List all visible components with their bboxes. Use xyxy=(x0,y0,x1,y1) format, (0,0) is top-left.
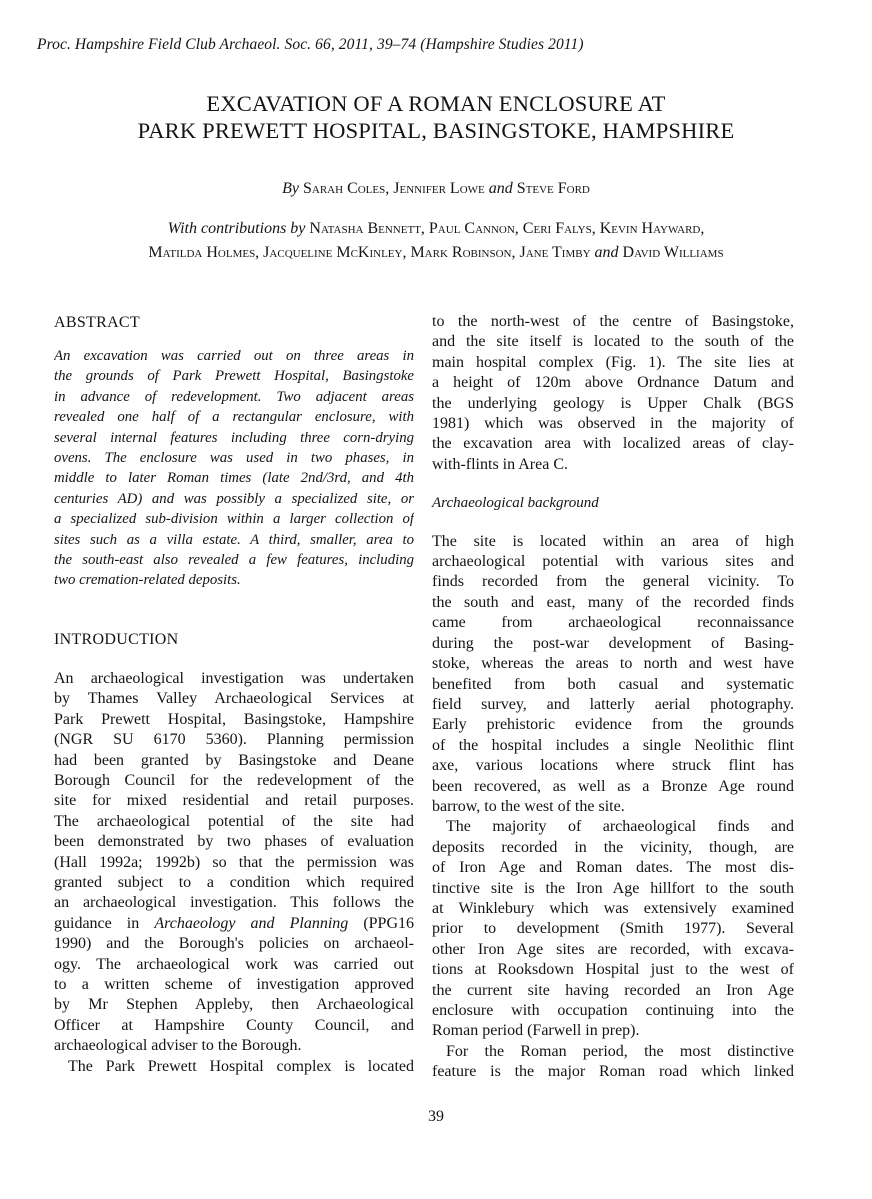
text-line: had been granted by Basingstoke and Deane xyxy=(54,751,414,769)
right-column xyxy=(432,312,794,1083)
text-line: An archaeological investigation was undertaken xyxy=(54,669,414,687)
by-label: By xyxy=(282,180,299,197)
text-fragment: (PPG16 xyxy=(363,914,414,932)
contributor-names: Natasha Bennett, Paul Cannon, Ceri Falys, Kevin Hayward, xyxy=(309,220,705,237)
section-subheading: Archaeological background xyxy=(432,495,599,512)
text-fragment: guidance in xyxy=(54,914,140,932)
text-line: field survey, and latterly aerial photography. xyxy=(432,695,794,713)
text-line: finds recorded from the general vicinity. To xyxy=(432,573,794,591)
text-line: benefited from both casual and systematic xyxy=(432,675,794,693)
text-line: at Winklebury which was extensively examined xyxy=(432,899,794,917)
text-line: the underlying geology is Upper Chalk (BGS xyxy=(432,394,794,412)
text-line: been recovered, as well as a Bronze Age round xyxy=(432,777,794,795)
text-line: a height of 120m above Ordnance Datum and xyxy=(432,374,794,392)
text-line: (Hall 1992a; 1992b) so that the permission was xyxy=(54,853,414,871)
text-line: Borough Council for the redevelopment of the xyxy=(54,771,414,789)
text-line: deposits recorded in the vicinity, though, are xyxy=(432,838,794,856)
text-line: 1981) which was observed in the majority of xyxy=(432,415,794,433)
text-line: the excavation area with localized areas of clay- xyxy=(432,435,794,453)
text-line: been demonstrated by two phases of evaluation xyxy=(54,833,414,851)
title-line-2: PARK PREWETT HOSPITAL, BASINGSTOKE, HAMPSHIRE xyxy=(137,118,735,143)
left-column xyxy=(54,312,414,1077)
text-line: stoke, whereas the areas to north and west have xyxy=(432,655,794,673)
author-name: Sarah Coles xyxy=(303,180,386,197)
text-line: middle to later Roman times (late 2nd/3rd, and 4th xyxy=(54,470,414,487)
text-line: to the north-west of the centre of Basingstoke, xyxy=(432,313,794,330)
text-line: Officer at Hampshire County Council, and xyxy=(54,1016,414,1034)
text-line: main hospital complex (Fig. 1). The site lies at xyxy=(432,353,794,371)
text-line: the current site having recorded an Iron Age xyxy=(432,981,794,999)
text-line: The site is located within an area of high xyxy=(432,532,794,550)
contributors xyxy=(40,217,832,265)
abstract-text xyxy=(54,346,414,591)
contributors-line-2 xyxy=(40,241,832,265)
text-line: revealed one half of a rectangular enclosure, with xyxy=(54,409,414,426)
title-line-1: EXCAVATION OF A ROMAN ENCLOSURE AT xyxy=(206,91,666,116)
text-line: Roman period (Farwell in prep). xyxy=(432,1022,640,1040)
text-line: sites such as a villa estate. A third, smaller, area to xyxy=(54,531,414,548)
text-line: ogy. The archaeological work was carried out xyxy=(54,955,414,973)
text-line: feature is the major Roman road which linked xyxy=(432,1063,794,1081)
text-line: during the post-war development of Basing- xyxy=(432,634,794,652)
text-line: enclosure with occupation continuing into the xyxy=(432,1002,794,1019)
author-name: Jennifer Lowe xyxy=(393,180,485,197)
text-line: two cremation-related deposits. xyxy=(54,572,241,589)
cited-title: Archaeology and Planning xyxy=(154,914,349,932)
text-line: axe, various locations where struck flint has xyxy=(432,757,794,775)
text-line: tinctive site is the Iron Age hillfort to the south xyxy=(432,879,794,897)
text-line: to a written scheme of investigation approved xyxy=(54,975,414,993)
text-line: site for mixed residential and retail purposes. xyxy=(54,792,414,810)
text-line: the south and east, many of the recorded finds xyxy=(432,593,794,611)
text-line: with-flints in Area C. xyxy=(432,455,568,473)
text-line: 1990) and the Borough's policies on archaeol- xyxy=(54,935,414,953)
with-contributions-label: With contributions by xyxy=(167,220,306,237)
background-text xyxy=(432,532,794,1083)
and-label: and xyxy=(488,180,513,197)
text-line: other Iron Age sites are recorded, with excava- xyxy=(432,940,794,958)
introduction-heading: INTRODUCTION xyxy=(54,630,179,648)
text-line: the south-east also revealed a few features, including xyxy=(54,552,414,569)
journal-reference: Proc. Hampshire Field Club Archaeol. Soc. 66, 2011, 39–74 (Hampshire Studies 2011) xyxy=(37,36,584,53)
text-line: came from archaeological reconnaissance xyxy=(432,614,794,632)
article-title xyxy=(40,90,832,144)
text-line: tions at Rooksdown Hospital just to the west of xyxy=(432,961,794,979)
text-line: several internal features including three corn-drying xyxy=(54,429,414,446)
text-line: archaeological adviser to the Borough. xyxy=(54,1037,302,1055)
text-line: The majority of archaeological finds and xyxy=(446,818,794,836)
text-line: archaeological potential with various sites and xyxy=(432,553,794,571)
text-line: granted subject to a condition which required xyxy=(54,873,414,891)
text-line: of Iron Age and Roman dates. The most dis- xyxy=(432,859,794,877)
text-line: barrow, to the west of the site. xyxy=(432,797,625,815)
text-line: in advance of redevelopment. Two adjacent areas xyxy=(54,388,414,405)
text-line: (NGR SU 6170 5360). Planning permission xyxy=(54,731,414,749)
text-line: The Park Prewett Hospital complex is located xyxy=(68,1057,414,1075)
text-line: For the Roman period, the most distinctive xyxy=(446,1042,794,1060)
author-line: By Sarah Coles, Jennifer Lowe and Steve Ford xyxy=(282,180,590,197)
page-number: 39 xyxy=(428,1108,444,1125)
text-line: by Mr Stephen Appleby, then Archaeological xyxy=(54,996,414,1014)
contributor-names: David Williams xyxy=(622,244,724,261)
contributor-names: Matilda Holmes, Jacqueline McKinley, Mark Robinson, Jane Timby xyxy=(148,244,591,261)
text-line: centuries AD) and was possibly a specialized site, or xyxy=(54,490,414,507)
and-label: and xyxy=(594,244,619,261)
text-line: An excavation was carried out on three areas in xyxy=(54,348,414,364)
contributors-line-1 xyxy=(40,217,832,241)
text-line: and the site itself is located to the south of the xyxy=(432,333,794,351)
author-name: Steve Ford xyxy=(516,180,590,197)
text-line xyxy=(54,914,414,934)
text-line: an archaeological investigation. This follows the xyxy=(54,894,414,912)
text-line: ovens. The enclosure was used in two phases, in xyxy=(54,450,414,467)
text-line: of the hospital includes a single Neolithic flint xyxy=(432,736,794,754)
text-line: The archaeological potential of the site had xyxy=(54,812,414,830)
text-line: a specialized sub-division within a larger collection of xyxy=(54,511,414,528)
abstract-heading: ABSTRACT xyxy=(54,314,140,331)
introduction-continued xyxy=(432,312,794,475)
text-line: the grounds of Park Prewett Hospital, Basingstoke xyxy=(54,368,414,385)
text-line: Early prehistoric evidence from the grounds xyxy=(432,716,794,734)
text-line: by Thames Valley Archaeological Services at xyxy=(54,690,414,708)
text-line: Park Prewett Hospital, Basingstoke, Hampshire xyxy=(54,710,414,728)
introduction-text xyxy=(54,669,414,1077)
text-line: prior to development (Smith 1977). Several xyxy=(432,920,794,938)
